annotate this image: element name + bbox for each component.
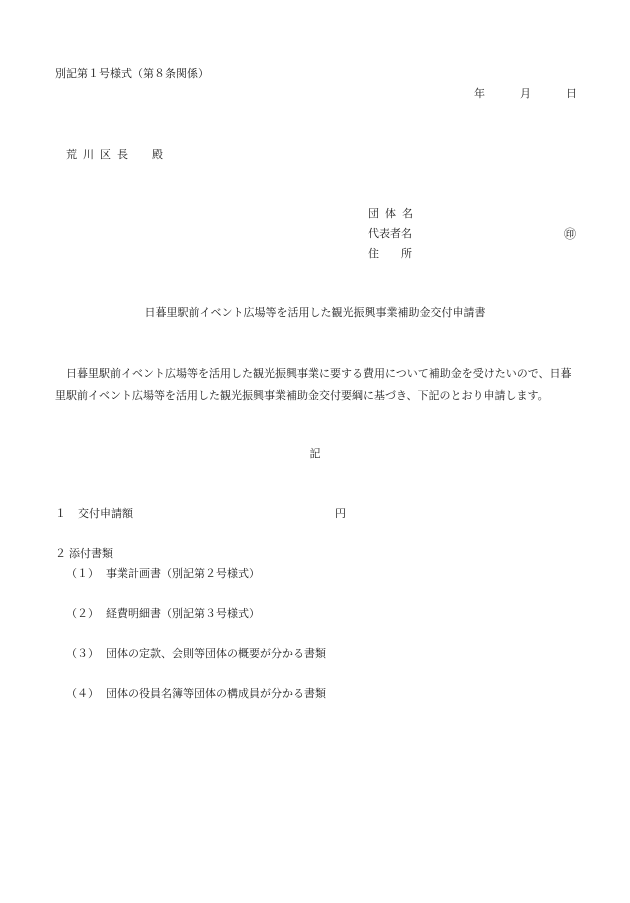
attachments-label: 添付書類 [69,547,113,560]
list-item-text: 団体の定款、会則等団体の概要が分かる書類 [106,647,326,660]
list-item-text: 経費明細書（別記第３号様式） [106,607,260,620]
amount-label: 交付申請額 [78,507,133,520]
body-paragraph [55,363,580,407]
addressee-honorific: 殿 [152,148,163,161]
seal-mark: ㊞ [564,227,577,241]
amount-unit: 円 [335,507,346,520]
date-month: 月 [520,87,531,100]
body-line-2: 里駅前イベント広場等を活用した観光振興事業補助金交付要綱に基づき、下記のとおり申請します。 [55,389,549,402]
list-item-number: （１） [66,567,99,580]
item-2-number: ２ [55,547,66,560]
date-year: 年 [474,87,485,100]
group-name-label: 団体名 [368,207,419,220]
form-label: 別記第１号様式（第８条関係） [55,67,209,80]
address-label: 住所 [368,247,434,260]
list-item-number: （３） [66,647,99,660]
document-title: 日暮里駅前イベント広場等を活用した観光振興事業補助金交付申請書 [144,306,486,319]
list-item-number: （２） [66,607,99,620]
ki-heading: 記 [309,447,321,460]
date-day: 日 [566,87,577,100]
list-item-number: （４） [66,687,99,700]
item-1-number: １ [55,507,66,520]
list-item-text: 事業計画書（別記第２号様式） [106,567,260,580]
list-item-text: 団体の役員名簿等団体の構成員が分かる書類 [106,687,326,700]
body-line-1: 日暮里駅前イベント広場等を活用した観光振興事業に要する費用について補助金を受けたいので、日暮 [55,367,572,380]
representative-label: 代表者名 [368,227,412,240]
addressee-name: 荒川区長 [66,148,134,161]
